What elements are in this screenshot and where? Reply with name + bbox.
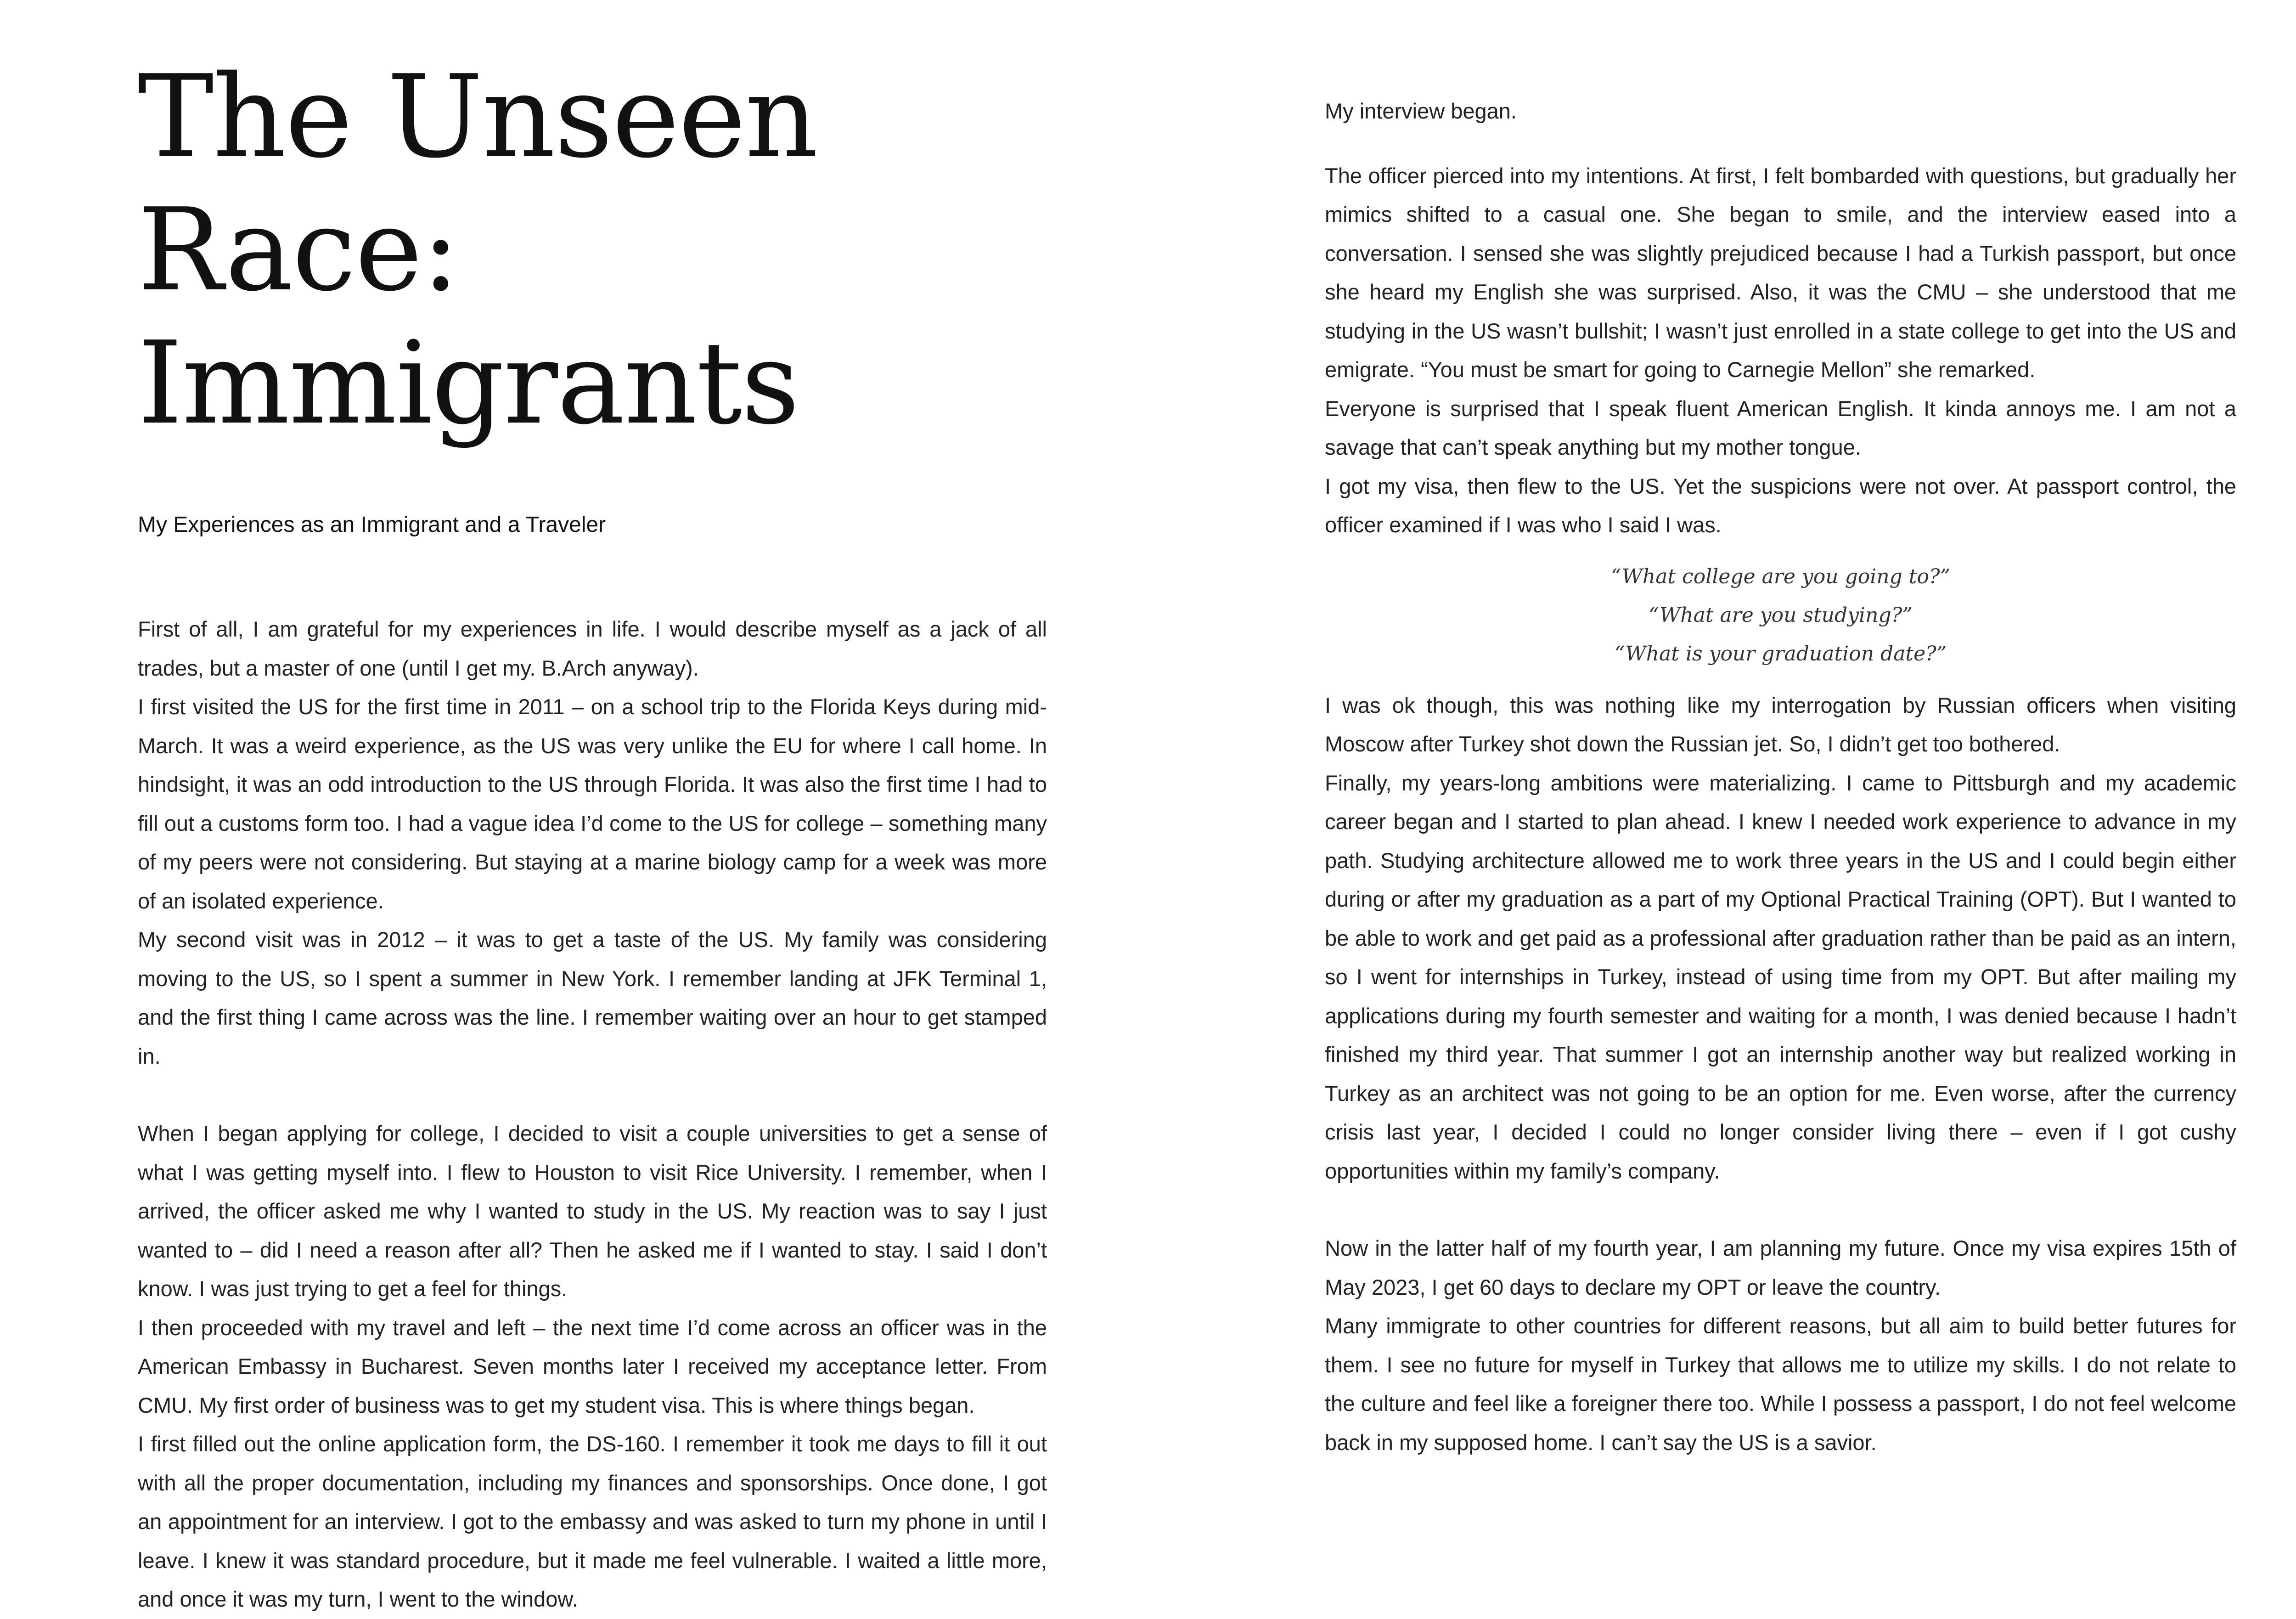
right-body-text <box>1325 92 2236 545</box>
paragraph: Now in the latter half of my fourth year, I am planning my future. Once my visa expires 15th of May 2023, I get 60 days to declare my OPT or leave the country. <box>1325 1236 2236 1299</box>
paragraph: When I began applying for college, I decided to visit a couple universities to get a sense of what I was getting myself into. I flew to Houston to visit Rice University. I remember, when I arrived, the officer asked me why I wanted to study in the US. My reaction was to say I just wanted to – did I need a reason after all? Then he asked me if I wanted to stay. I said I don’t know. I was just trying to get a feel for things. <box>138 1121 1047 1301</box>
paragraph: Many immigrate to other countries for different reasons, but all aim to build better futures for them. I see no future for myself in Turkey that allows me to utilize my skills. I do not relate to the culture and feel like a foreigner there too. While I possess a passport, I do not feel welcome back in my supposed home. I can’t say the US is a savior. <box>1325 1314 2236 1455</box>
paragraph: I was ok though, this was nothing like my interrogation by Russian officers when visiting Moscow after Turkey shot down the Russian jet. So, I didn’t get too bothered. <box>1325 693 2236 756</box>
paragraph: Finally, my years-long ambitions were materializing. I came to Pittsburgh and my academic career began and I started to plan ahead. I knew I needed work experience to advance in my path. Studying architecture allowed me to work three years in the US and I could begin either during or after my graduation as a part of my Optional Practical Training (OPT). But I wanted to be able to work and get paid as a professional after graduation rather than be paid as an intern, so I went for internships in Turkey, instead of using time from my OPT. But after mailing my applications during my fourth semester and waiting for a month, I was denied because I hadn’t finished my third year. That summer I got an internship another way but realized working in Turkey as an architect was not going to be an option for me. Even worse, after the currency crisis last year, I decided I could no longer consider living there – even if I got cushy opportunities within my family’s company. <box>1325 770 2236 1183</box>
left-page <box>138 51 1047 1619</box>
section-gap <box>138 1076 1047 1114</box>
paragraph: Everyone is surprised that I speak fluent American English. It kinda annoys me. I am not a savage that can’t speak anything but my mother tongue. <box>1325 396 2236 459</box>
quote-line: “What college are you going to?” <box>1610 564 1951 588</box>
title-line-2: Immigrants <box>138 317 799 450</box>
section-gap <box>1325 131 2236 157</box>
left-body-text <box>138 610 1047 1619</box>
subtitle: My Experiences as an Immigrant and a Traveler <box>138 513 606 537</box>
paragraph: I first visited the US for the first time in 2011 – on a school trip to the Florida Keys during mid-March. It was a weird experience, as the US was very unlike the EU for where I call home. In hindsight, it was an odd introduction to the US through Florida. It was also the first time I had to fill out a customs form too. I had a vague idea I’d come to the US for college – something many of my peers were not considering. But staying at a marine biology camp for a week was more of an isolated experience. <box>138 694 1047 913</box>
paragraph: I then proceeded with my travel and left – the next time I’d come across an officer was in the American Embassy in Bucharest. Seven months later I received my acceptance letter. From CMU. My first order of business was to get my student visa. This is where things began. <box>138 1315 1047 1417</box>
right-body-text-continued <box>1325 686 2236 1462</box>
paragraph: First of all, I am grateful for my experiences in life. I would describe myself as a jack of all trades, but a master of one (until I get my. B.Arch anyway). <box>138 617 1047 680</box>
quote-block <box>1325 558 2236 673</box>
paragraph: My interview began. <box>1325 99 1517 123</box>
quote-line: “What is your graduation date?” <box>1614 642 1947 666</box>
quote-line: “What are you studying?” <box>1649 603 1913 627</box>
section-gap <box>1325 1190 2236 1229</box>
paragraph: I got my visa, then flew to the US. Yet the suspicions were not over. At passport control, the officer examined if I was who I said I was. <box>1325 474 2236 537</box>
paragraph: My second visit was in 2012 – it was to get a taste of the US. My family was considering moving to the US, so I spent a summer in New York. I remember landing at JFK Terminal 1, and the first thing I came across was the line. I remember waiting over an hour to get stamped in. <box>138 927 1047 1068</box>
right-page <box>1325 92 2236 1462</box>
title-line-1: The Unseen Race: <box>138 51 817 316</box>
paragraph: The officer pierced into my intentions. At first, I felt bombarded with questions, but gradually her mimics shifted to a casual one. She began to smile, and the interview eased into a conversation. I sensed she was slightly prejudiced because I had a Turkish passport, but once she heard my English she was surprised. Also, it was the CMU – she understood that me studying in the US wasn’t bullshit; I wasn’t just enrolled in a state college to get into the US and emigrate. “You must be smart for going to Carnegie Mellon” she remarked. <box>1325 163 2236 382</box>
paragraph: I first filled out the online application form, the DS-160. I remember it took me days to fill it out with all the proper documentation, including my finances and sponsorships. Once done, I got an appointment for an interview. I got to the embassy and was asked to turn my phone in until I leave. I knew it was standard procedure, but it made me feel vulnerable. I waited a little more, and once it was my turn, I went to the window. <box>138 1432 1047 1611</box>
page-title <box>138 51 1047 450</box>
